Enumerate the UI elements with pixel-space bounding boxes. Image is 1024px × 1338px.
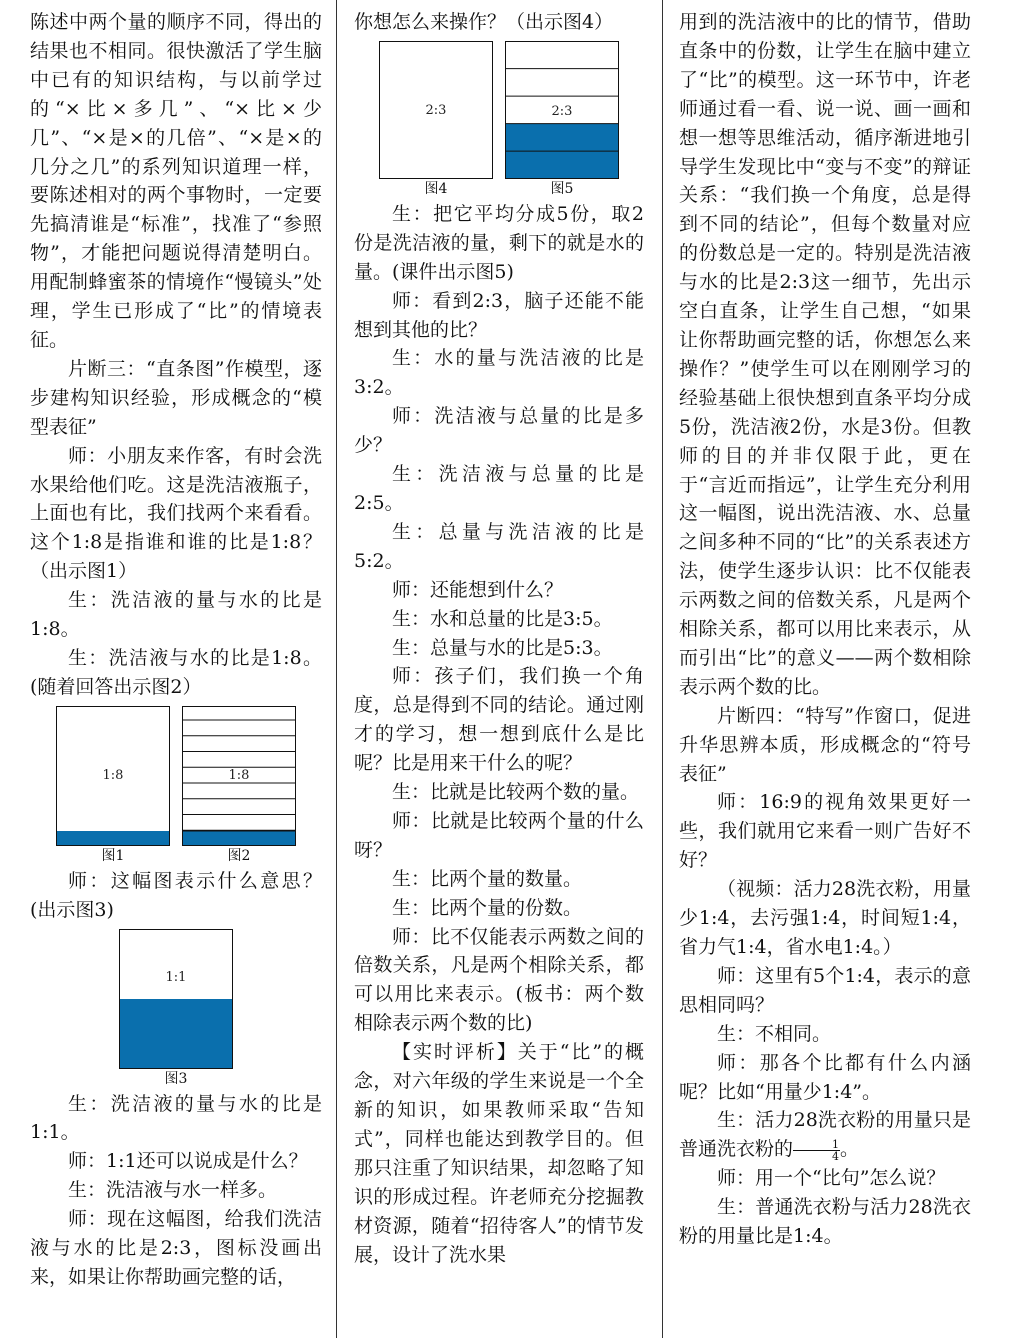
paragraph: 师：那各个比都有什么内涵呢？比如“用量少1:4”。 [679,1051,971,1103]
figure-5 [505,41,619,198]
paragraph: 师：洗洁液与总量的比是多少？ [354,405,644,457]
paragraph: 生：总量与洗洁液的比是5:2。 [354,520,644,572]
commentary-paragraph: 【实时评析】关于“比”的概念，对六年级的学生来说是一个全新的知识，如果教师采取“告知式”，同样也能达到教学目的。但那只注重了知识结果，却忽略了知识的形成过程。许老师充分挖掘教材资源，随着“招待客人”的情节发展，设计了洗水果 [354,1041,644,1266]
paragraph: 生：洗洁液与总量的比是2:5。 [354,463,644,514]
paragraph: 师：看到2:3，脑子还能不能想到其他的比？ [354,289,644,341]
paragraph: 生：比就是比较两个数的量。 [392,781,640,804]
fraction [793,1139,840,1162]
paragraph: 生：把它平均分成5份，取2份是洗洁液的量，剩下的就是水的量。(课件出示图5) [354,202,644,283]
figure-row-4-5 [354,41,644,198]
column-divider-left [336,0,337,1338]
column-divider-right [662,0,663,1338]
paragraph: 师：比就是比较两个量的什么呀？ [354,809,644,861]
figure-4-caption: 图4 [424,180,448,197]
paragraph: 师：孩子们，我们换一个角度，总是得到不同的结论。通过刚才的学习，想一想到底什么是比呢？比是用来干什么的呢？ [354,665,644,775]
figure-1-label: 1:8 [102,767,124,783]
paragraph: 师：小朋友来作客，有时会洗水果给他们吃。这是洗洁液瓶子，上面也有比，我们找两个来看看。这个1:8是指谁和谁的比是1:8？（出示图1） [30,444,322,583]
fraction-numerator: 1 [793,1139,840,1151]
figure-3-label: 1:1 [165,969,187,985]
paragraph: 生：水和总量的比是3:5。 [392,607,613,630]
paragraph: （视频：活力28洗衣粉，用量少1:4，去污强1:4，时间短1:4，省力气1:4，省水电1:4。） [679,878,971,958]
paragraph-with-fraction [679,1106,971,1164]
column-2 [354,8,644,1269]
figure-row-3 [30,929,322,1088]
paragraph: 陈述中两个量的顺序不同，得出的结果也不相同。很快激活了学生脑中已有的知识结构，与以前学过的“×比×多几”、“×比×少几”、“×是×的几倍”、“×是×的几分之几”的系列知识道理一样，要陈述相对的两个事物时，一定要先搞清谁是“标准”，找准了“参照物”，才能把问题说得清楚明白。用配制蜂蜜茶的情境作“慢镜头”处理，学生已形成了“比”的情境表征。 [30,11,322,351]
figure-4-label: 2:3 [425,102,447,118]
figure-5-caption: 图5 [550,180,574,197]
figure-4-bar [379,41,493,179]
paragraph: 生：洗洁液的量与水的比是1:8。 [30,589,322,641]
paragraph: 生：洗洁液与水的比是1:8。(随着回答出示图2） [30,646,322,698]
paragraph: 生：不相同。 [717,1022,832,1045]
paragraph: 你想怎么来操作？（出示图4） [354,11,614,33]
figure-1-caption: 图1 [101,847,125,864]
paragraph: 生：总量与水的比是5:3。 [392,636,613,659]
paragraph: 师：1:1还可以说成是什么？ [68,1150,308,1173]
paragraph: 师：16:9的视角效果更好一些，我们就用它来看一则广告好不好？ [679,791,971,872]
figure-2-bar [182,706,296,846]
paragraph: 师：还能想到什么？ [392,578,564,601]
section-heading: 片断三：“直条图”作模型，逐步建构知识经验，形成概念的“模型表征” [30,357,322,438]
figure-3 [119,929,233,1088]
figure-1-bar [56,706,170,846]
figure-1 [56,706,170,865]
figure-5-label: 2:3 [551,103,573,119]
paragraph: 师：这里有5个1:4，表示的意思相同吗？ [679,964,971,1016]
figure-3-bar [119,929,233,1069]
fraction-denominator: 4 [832,1149,840,1163]
figure-2-label: 1:8 [228,767,250,783]
paragraph: 生：洗洁液的量与水的比是1:1。 [30,1092,322,1144]
paragraph: 师：这幅图表示什么意思？(出示图3) [30,869,322,921]
figure-2 [182,706,296,865]
paragraph: 生：普通洗衣粉与活力28洗衣粉的用量比是1:4。 [679,1196,971,1248]
paragraph: 生：比两个量的数量。 [392,867,583,890]
paragraph: 师：现在这幅图，给我们洗洁液与水的比是2:3，图标没画出来，如果让你帮助画完整的话， [30,1208,322,1288]
paragraph: 师：比不仅能表示两数之间的倍数关系，凡是两个相除关系，都可以用比来表示。(板书：两个数相除表示两个数的比) [354,925,644,1035]
paragraph: 师：用一个“比句”怎么说？ [717,1167,946,1190]
figure-4 [379,41,493,198]
text: 。 [840,1138,860,1161]
text: 生：活力28洗衣粉的用量只是普通洗衣粉的 [679,1109,971,1161]
paragraph: 生：洗洁液与水一样多。 [68,1179,278,1202]
column-3 [679,8,971,1251]
figure-2-caption: 图2 [227,847,251,864]
figure-3-caption: 图3 [164,1070,188,1087]
column-1 [30,8,322,1292]
figure-5-bar [505,41,619,179]
figure-row-1-2 [30,706,322,865]
paragraph: 用到的洗洁液中的比的情节，借助直条中的份数，让学生在脑中建立了“比”的模型。这一环节中，许老师通过看一看、说一说、画一画和想一想等思维活动，循序渐进地引导学生发现比中“变与不变”的辩证关系：“我们换一个角度，总是得到不同的结论”，但每个数量对应的份数总是一定的。特别是洗洁液与水的比是2:3这一细节，先出示空白直条，让学生自己想，“如果让你帮助画完整的话，你想怎么来操作？”使学生可以在刚刚学习的经验基础上很快想到直条平均分成5份，洗洁液2份，水是3份。但教师的目的并非仅限于此，更在于“言近而指远”，让学生充分利用这一幅图，说出洗洁液、水、总量之间多种不同的“比”的关系表述方法，使学生逐步认识：比不仅能表示两数之间的倍数关系，凡是两个相除关系，都可以用比来表示，从而引出“比”的意义——两个数相除表示两个数的比。 [679,11,971,698]
paragraph: 生：比两个量的份数。 [392,896,583,919]
section-heading: 片断四：“特写”作窗口，促进升华思辨本质，形成概念的“符号表征” [679,704,971,785]
paragraph: 生：水的量与洗洁液的比是3:2。 [354,347,644,399]
